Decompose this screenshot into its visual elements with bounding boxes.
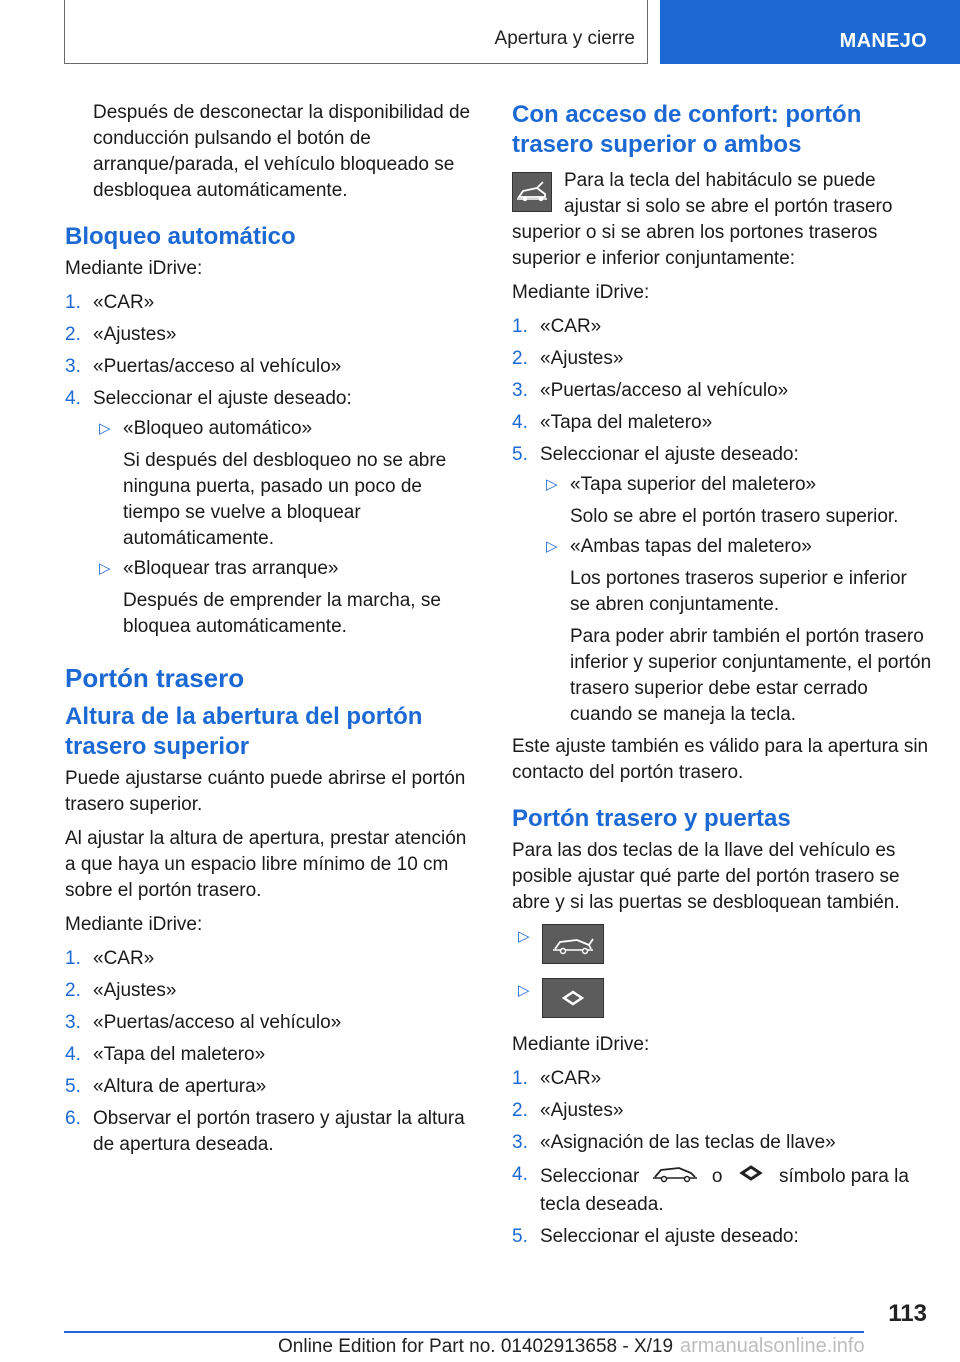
diamond-icon: [734, 1162, 768, 1192]
footer-divider: [64, 1331, 864, 1333]
list-item: 4. Seleccionar o símbolo para la tecla deseada.: [512, 1164, 909, 1215]
triangle-bullet-icon: ▷: [99, 420, 111, 437]
list-item: 1. «CAR»: [65, 292, 155, 313]
tailgate-button-icon: [512, 172, 552, 212]
list-item: 4. «Tapa del maletero»: [65, 1044, 266, 1065]
list-item: 3. «Asignación de las teclas de llave»: [512, 1132, 836, 1153]
option-item: ▷ «Bloqueo automático» Si después del desbloqueo no se abre ninguna puerta, pasado un poco de tiempo se vuelve a bloquear automáticamente.: [99, 418, 447, 549]
section-title: Apertura y cierre: [494, 28, 635, 49]
list-item: 1. «CAR»: [512, 316, 602, 337]
list-item: 3. «Puertas/acceso al vehículo»: [65, 1012, 342, 1033]
chapter-title: MANEJO: [839, 30, 927, 52]
heading-tailgate: Portón trasero: [65, 663, 245, 693]
triangle-bullet-icon: ▷: [546, 538, 558, 555]
list-item: 2. «Ajustes»: [65, 324, 177, 345]
tailgate-car-icon: [542, 924, 604, 964]
idrive-via: Mediante iDrive:: [65, 258, 203, 279]
auto-lock-options: [93, 416, 480, 640]
list-item: 1. «CAR»: [65, 948, 155, 969]
list-item: 4. «Tapa del maletero»: [512, 412, 713, 433]
list-item: 2. «Ajustes»: [65, 980, 177, 1001]
heading-opening-height: Altura de la abertura del portón trasero superior: [65, 703, 423, 760]
list-item: 2. «Ajustes»: [512, 1100, 624, 1121]
edition-text: Online Edition for Part no. 01402913658 - X/19: [278, 1336, 674, 1357]
idrive-via: Mediante iDrive:: [512, 282, 650, 303]
list-item: 3. «Puertas/acceso al vehículo»: [65, 356, 342, 377]
comfort-steps: [512, 314, 932, 728]
heading-tailgate-doors: Portón trasero y puertas: [512, 805, 791, 832]
list-item: 5. Seleccionar el ajuste deseado: ▷ «Tapa superior del maletero» Solo se abre el portón trasero superior. ▷ «Ambas tapas del maletero» Los portones traseros superior e inferior se abren conjuntamente. Para poder abrir también el portón trasero inferior y superior conjuntamente, el portón trasero superior debe estar cerrado cuando se maneja la tecla.: [512, 442, 932, 728]
list-item: 5. Seleccionar el ajuste deseado:: [512, 1226, 799, 1247]
intro-paragraph: Después de desconectar la disponibilidad de conducción pulsando el botón de arranque/parada, el vehículo bloqueado se desbloquea automáticamente.: [93, 102, 471, 201]
key-icon-list: [512, 924, 932, 1018]
heading-auto-lock: Bloqueo automático: [65, 223, 296, 250]
idrive-via: Mediante iDrive:: [65, 914, 203, 935]
height-p2: Al ajustar la altura de apertura, prestar atención a que haya un espacio libre mínimo de 10 cm sobre el portón trasero.: [65, 828, 467, 901]
comfort-options: [540, 472, 932, 728]
diamond-key-icon: [542, 978, 604, 1018]
triangle-bullet-icon: ▷: [99, 560, 111, 577]
watermark: armanualsonline.info: [680, 1335, 865, 1357]
list-item: 3. «Puertas/acceso al vehículo»: [512, 380, 789, 401]
option-item: [512, 978, 932, 1018]
height-steps: [65, 946, 480, 1158]
triangle-bullet-icon: ▷: [518, 928, 530, 945]
left-column: [65, 100, 480, 1164]
list-item: 6. Observar el portón trasero y ajustar la altura de apertura deseada.: [65, 1108, 465, 1155]
header-chapter-tab: [660, 0, 960, 64]
doors-intro: Para las dos teclas de la llave del vehículo es posible ajustar qué parte del portón trasero se abre y si las puertas se desbloquean también.: [512, 840, 900, 913]
header-section-box: [64, 0, 648, 64]
idrive-via: Mediante iDrive:: [512, 1034, 650, 1055]
doors-steps: [512, 1066, 932, 1250]
triangle-bullet-icon: ▷: [518, 982, 530, 999]
list-item: 5. «Altura de apertura»: [65, 1076, 267, 1097]
car-outline-icon: [651, 1162, 701, 1192]
comfort-note: Este ajuste también es válido para la apertura sin contacto del portón trasero.: [512, 736, 929, 783]
height-p1: Puede ajustarse cuánto puede abrirse el portón trasero superior.: [65, 768, 466, 815]
triangle-bullet-icon: ▷: [546, 476, 558, 493]
page-number: 113: [888, 1300, 927, 1327]
auto-lock-steps: [65, 290, 480, 640]
option-item: ▷ «Bloquear tras arranque» Después de emprender la marcha, se bloquea automáticamente.: [99, 558, 441, 637]
comfort-intro: Para la tecla del habitáculo se puede ajustar si solo se abre el portón trasero superior o si se abren los portones traseros superior e inferior conjuntamente:: [512, 170, 893, 269]
option-item: ▷ «Ambas tapas del maletero» Los portones traseros superior e inferior se abren conjuntamente. Para poder abrir también el portón trasero inferior y superior conjuntamente, el portón trasero superior debe estar cerrado cuando se maneja la tecla.: [546, 536, 932, 725]
heading-comfort-access: Con acceso de confort: portón trasero superior o ambos: [512, 101, 862, 158]
option-item: [512, 924, 932, 964]
option-item: ▷ «Tapa superior del maletero» Solo se abre el portón trasero superior.: [546, 474, 899, 527]
list-item: 1. «CAR»: [512, 1068, 602, 1089]
list-item: 4. Seleccionar el ajuste deseado: ▷ «Bloqueo automático» Si después del desbloqueo no se abre ninguna puerta, pasado un poco de tiempo se vuelve a bloquear automáticamente. ▷ «Bloquear tras arranque» Después de emprender la marcha, se bloquea automáticamente.: [65, 386, 480, 640]
right-column: [512, 100, 932, 1256]
list-item: 2. «Ajustes»: [512, 348, 624, 369]
